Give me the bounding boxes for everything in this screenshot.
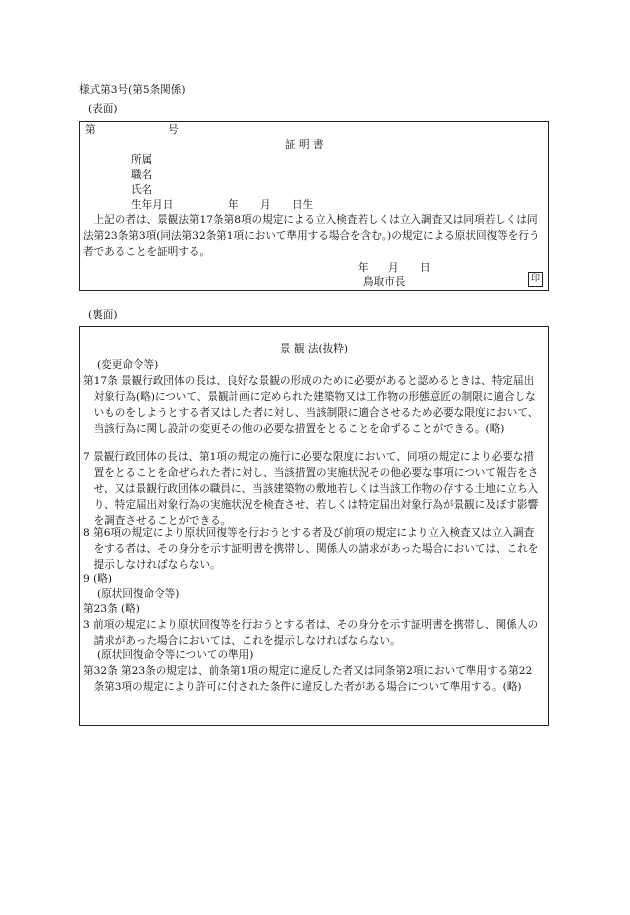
issue-year-unit: 年: [358, 262, 369, 274]
heading-change-order: (変更命令等): [97, 359, 159, 371]
birth-month-unit: 月: [260, 199, 271, 211]
back-side-label: (裏面): [88, 309, 118, 321]
issue-month-unit: 月: [388, 262, 399, 274]
issuer: 鳥取市長: [363, 276, 406, 288]
field-birthdate: 生年月日: [131, 199, 174, 211]
article-17-paragraph-7: 7 景観行政団体の長は、第1項の規定の施行に必要な限度において、同項の規定により必要な措置をとることを命ぜられた者に対し、当該措置の実施状況その他必要な事項について報告をさせ、又は景観行政団体の職員に、当該建築物の敷地若しくは当該工作物の存する土地に立ち入り、特定届出対象行為の実施状況を検査させ、若しくは特定届出対象行為が景観に及ぼす影響を調査させることができる。: [83, 451, 539, 527]
heading-application: (原状回復命令等についての準用): [97, 649, 254, 661]
article-17-paragraph-9: 9 (略): [83, 573, 112, 585]
certificate-back: [79, 326, 549, 726]
seal-mark: 印: [528, 272, 543, 287]
certificate-title: 証 明 書: [285, 139, 324, 151]
article-23-paragraph-3: 3 前項の規定により原状回復等を行おうとする者は、その身分を示す証明書を携帯し、関係人の請求があった場合においては、これを提示しなければならない。: [83, 619, 539, 647]
field-affiliation: 所属: [131, 154, 153, 166]
birth-year-unit: 年: [228, 199, 239, 211]
certificate-front: [79, 121, 549, 291]
field-job-title: 職名: [131, 169, 153, 181]
article-23: 第23条 (略): [83, 603, 140, 615]
certificate-number-suffix: 号: [168, 124, 179, 136]
certificate-statement: 上記の者は、景観法第17条第8項の規定による立入検査若しくは立入調査又は同項若しくは同法第23条第3項(同法第32条第1項において準用する場合を含む。)の規定による原状回復等を行う者であることを証明する。: [83, 214, 540, 258]
issue-day-unit: 日: [420, 262, 431, 274]
form-number: 様式第3号(第5条関係): [79, 84, 186, 96]
article-17-paragraph-8: 8 第6項の規定により原状回復等を行おうとする者及び前項の規定により立入検査又は立入調査をする者は、その身分を示す証明書を携帯し、関係人の請求があった場合においては、これを提示しなければならない。: [83, 527, 539, 571]
front-side-label: (表面): [88, 103, 118, 115]
heading-restoration-order: (原状回復命令等): [97, 588, 180, 600]
law-excerpt-title: 景 観 法(抜粋): [280, 343, 348, 355]
certificate-number-prefix: 第: [85, 124, 96, 136]
birth-day-unit: 日生: [292, 199, 314, 211]
field-name: 氏名: [131, 184, 153, 196]
article-17: 第17条 景観行政団体の長は、良好な景観の形成のために必要があると認めるときは、特定届出対象行為(略)について、景観計画に定められた建築物又は工作物の形態意匠の制限に適合しないものをしようとする者又はした者に対し、当該制限に適合させるため必要な限度において、当該行為に関し設計の変更その他の必要な措置をとることを命ずることができる。(略): [83, 375, 539, 435]
article-32: 第32条 第23条の規定は、前条第1項の規定に違反した者又は同条第2項において準用する第22条第3項の規定により許可に付された条件に違反した者がある場合について準用する。(略): [83, 665, 533, 693]
